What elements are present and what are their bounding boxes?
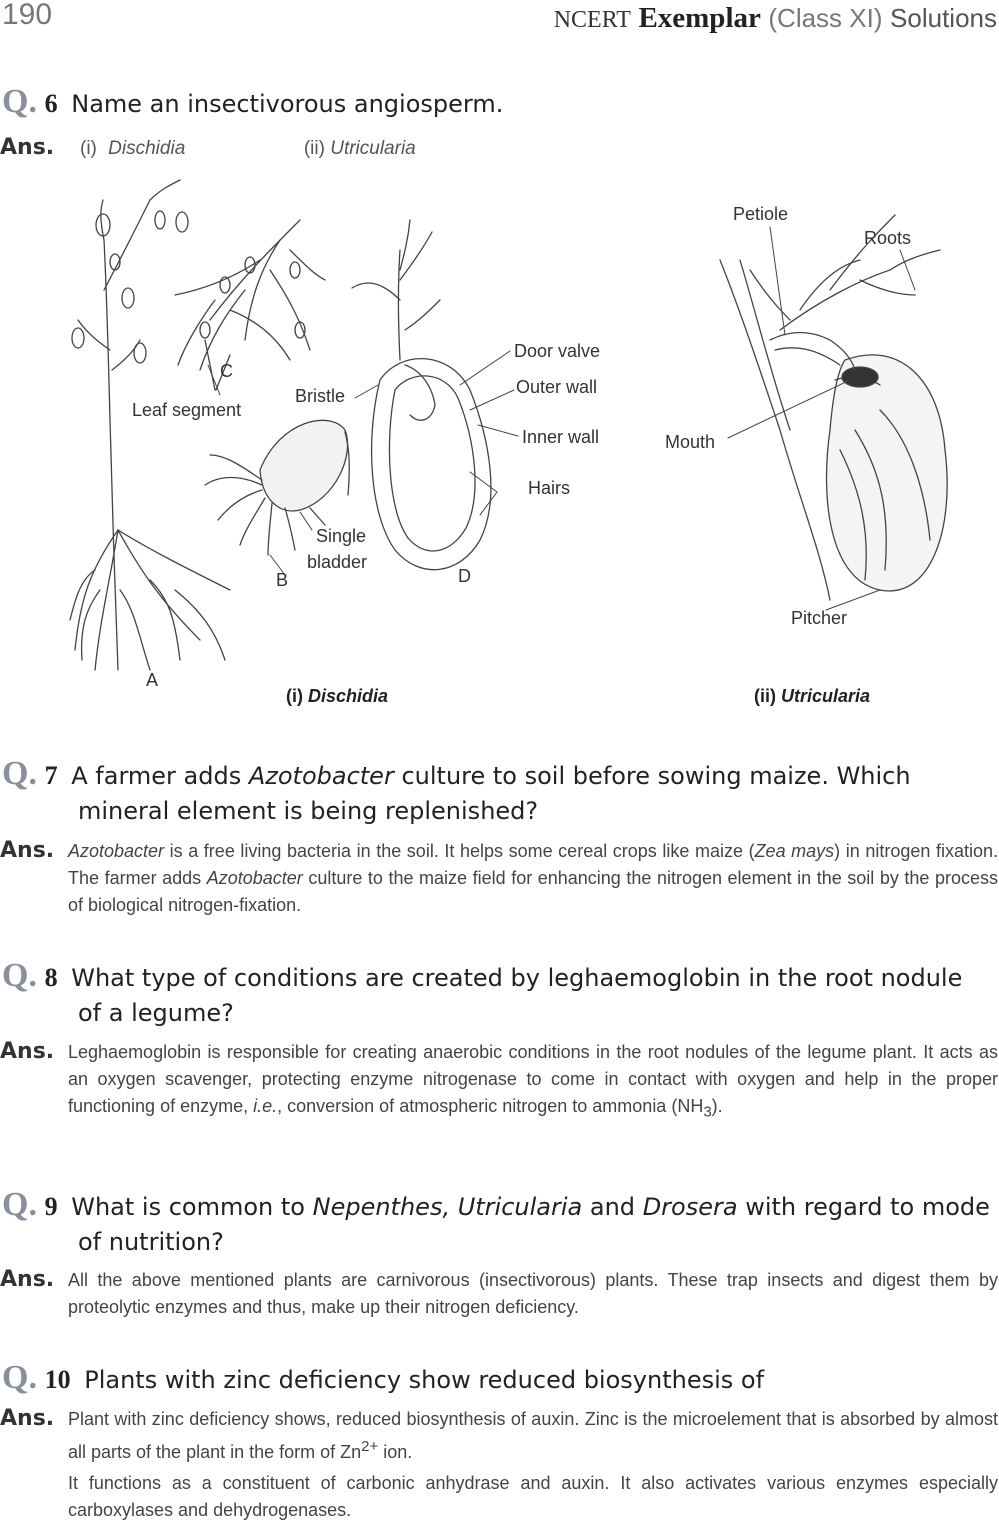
answer-10-b: ion.: [378, 1442, 413, 1462]
answer-8-a: Leghaemoglobin is responsible for creating anaerobic conditions in the root nodules of the legume plant. It acts as an oxygen scavenger, protecting enzyme nitrogenase to come in contact with oxygen and help in the proper functioning of enzyme,: [68, 1042, 998, 1116]
label-pitcher: Pitcher: [791, 608, 848, 628]
answer-8-d: ).: [711, 1096, 723, 1116]
question-text-b: Nepenthes, Utricularia: [312, 1193, 583, 1221]
label-single: Single: [316, 526, 367, 546]
question-marker: Q.: [2, 1359, 37, 1396]
question-text-b: Azotobacter: [248, 762, 394, 790]
question-text: Plants with zinc deficiency show reduced biosynthesis of: [84, 1366, 765, 1394]
question-9: [2, 1187, 999, 1260]
question-7: [2, 756, 999, 829]
answer-7-a: Azotobacter: [68, 841, 165, 861]
caption-utricularia: [754, 686, 870, 707]
answer-6-i: Dischidia: [108, 138, 186, 159]
figure-drawing: [0, 170, 999, 720]
question-marker: Q.: [2, 83, 37, 120]
label-inner-wall: Inner wall: [522, 427, 600, 447]
caption-left-number: (i): [286, 686, 303, 706]
answer-10-sup: 2+: [361, 1438, 379, 1455]
question-8: [2, 958, 999, 1031]
question-text-a: A farmer adds: [71, 762, 242, 790]
answer-6-i-number: (i): [80, 138, 97, 159]
answer-8: [0, 1039, 998, 1126]
book-title-exemplar: Exemplar: [638, 2, 761, 34]
caption-left-name: Dischidia: [308, 686, 389, 706]
label-leaf-segment: Leaf segment: [132, 400, 242, 420]
answer-label: Ans.: [0, 1406, 55, 1431]
answer-8-c: , conversion of atmospheric nitrogen to ammonia (NH: [277, 1096, 704, 1116]
book-title-prefix: NCERT: [553, 7, 631, 33]
question-number: 6: [44, 89, 58, 118]
question-marker: Q.: [2, 755, 37, 792]
question-number: 9: [44, 1192, 58, 1221]
answer-label: Ans.: [0, 135, 55, 160]
answer-10-a: Plant with zinc deficiency shows, reduced biosynthesis of auxin. Zinc is the microelement that is absorbed by almost all parts of the plant in the form of Zn: [68, 1409, 998, 1462]
answer-7-b: is a free living bacteria in the soil. It helps some cereal crops like maize (: [164, 841, 755, 861]
answer-10-p2: It functions as a constituent of carbonic anhydrase and auxin. It also activates various enzymes especially carboxylases and dehydrogenases.: [68, 1473, 998, 1520]
book-title-class: (Class XI): [768, 3, 883, 33]
question-text-c: and: [589, 1193, 636, 1221]
question-number: 10: [44, 1365, 71, 1394]
answer-6-ii-number: (ii): [303, 138, 325, 159]
answer-7-d: ) in nitrogen fixation. The farmer adds: [68, 841, 998, 888]
answer-7-c: Zea mays: [754, 841, 835, 861]
answer-10: [0, 1406, 998, 1524]
answer-6: [0, 135, 998, 162]
question-text-line2: of nutrition?: [78, 1228, 224, 1256]
figure-insectivorous-plants: [0, 170, 999, 720]
answer-7-e: Azotobacter: [206, 868, 303, 888]
answer-label: Ans.: [0, 1267, 55, 1292]
label-b: B: [276, 570, 289, 590]
question-10: [2, 1360, 764, 1398]
label-hairs: Hairs: [528, 478, 571, 498]
caption-dischidia: [286, 686, 388, 707]
page-number: 190: [2, 0, 53, 31]
answer-8-b: i.e.: [253, 1096, 278, 1116]
label-bristle: Bristle: [295, 386, 346, 406]
answer-9: [0, 1267, 998, 1321]
answer-9-text: All the above mentioned plants are carnivorous (insectivorous) plants. These trap insects and digest them by proteolytic enzymes and thus, make up their nitrogen deficiency.: [68, 1270, 998, 1317]
caption-right-name: Utricularia: [781, 686, 871, 706]
question-marker: Q.: [2, 1186, 37, 1223]
label-bladder: bladder: [307, 552, 368, 572]
answer-label: Ans.: [0, 838, 55, 863]
question-text-e: with regard to mode: [745, 1193, 990, 1221]
answer-6-ii: Utricularia: [330, 138, 416, 159]
question-text-line2: of a legume?: [78, 999, 234, 1027]
answer-8-sub: 3: [703, 1103, 712, 1121]
label-mouth: Mouth: [665, 432, 716, 452]
question-text-a: What is common to: [71, 1193, 305, 1221]
question-6: [2, 84, 503, 122]
question-text-d: Drosera: [642, 1193, 738, 1221]
question-text-line1: What type of conditions are created by leghaemoglobin in the root nodule: [71, 964, 963, 992]
answer-label: Ans.: [0, 1039, 55, 1064]
book-title-suffix: Solutions: [890, 3, 997, 33]
question-number: 7: [44, 761, 58, 790]
question-marker: Q.: [2, 957, 37, 994]
label-petiole: Petiole: [733, 204, 789, 224]
question-text-line2: mineral element is being replenished?: [78, 797, 539, 825]
page-header: [0, 0, 999, 40]
answer-7: [0, 838, 998, 919]
label-c: C: [220, 361, 233, 381]
question-text: Name an insectivorous angiosperm.: [71, 90, 504, 118]
question-number: 8: [44, 963, 58, 992]
label-door-valve: Door valve: [514, 341, 601, 361]
label-d: D: [458, 566, 471, 586]
caption-right-number: (ii): [754, 686, 776, 706]
label-a: A: [146, 670, 159, 690]
label-roots: Roots: [864, 228, 912, 248]
label-outer-wall: Outer wall: [516, 377, 598, 397]
answer-7-f: culture to the maize field for enhancing the nitrogen element in the soil by the process of biological nitrogen-fixation.: [68, 868, 998, 915]
question-text-c: culture to soil before sowing maize. Which: [401, 762, 911, 790]
book-title: [554, 2, 997, 35]
